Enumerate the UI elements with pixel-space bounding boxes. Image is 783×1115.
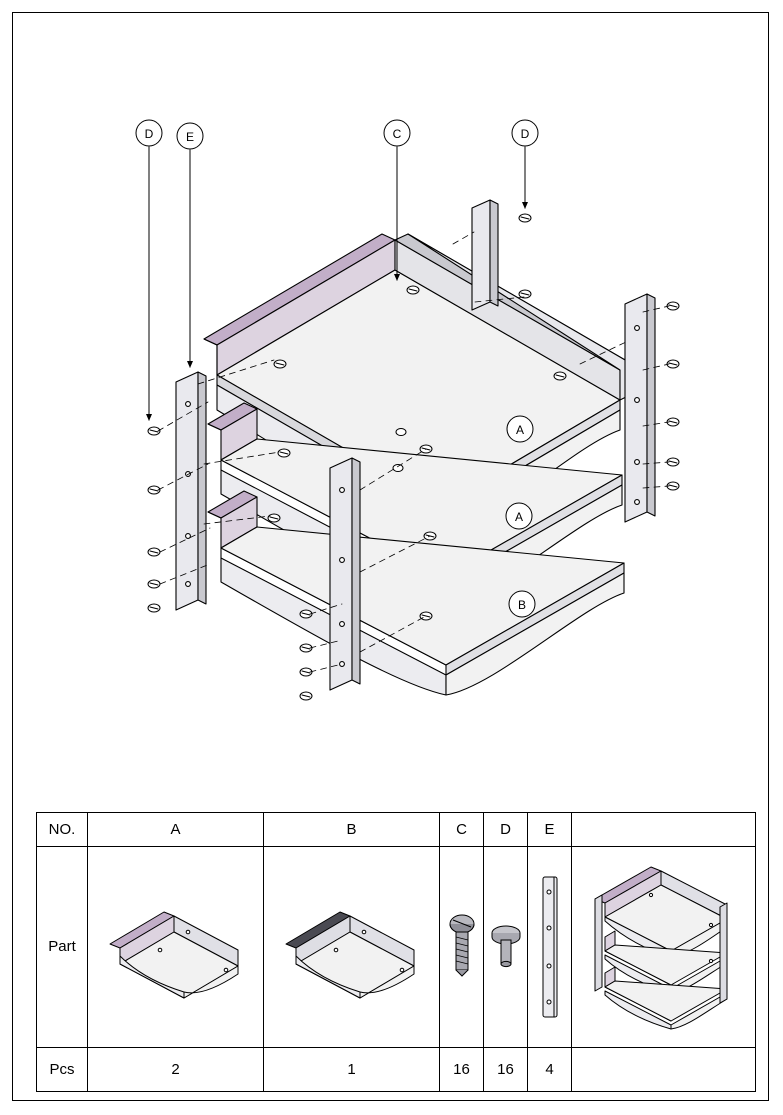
table-header-row xyxy=(37,813,756,847)
pcs-c: 16 xyxy=(440,1047,484,1091)
part-e-cell xyxy=(528,847,572,1048)
header-a: A xyxy=(88,813,264,847)
assembly-icon xyxy=(579,859,749,1034)
row-header-part: Part xyxy=(37,847,88,1048)
part-c-cell xyxy=(440,847,484,1048)
callout-e xyxy=(177,123,203,149)
callout-a-top xyxy=(507,416,533,442)
callout-label: A xyxy=(515,423,525,437)
exploded-diagram-svg xyxy=(12,12,769,782)
table-pcs-row xyxy=(37,1047,756,1091)
part-b-cell xyxy=(264,847,440,1048)
screw-icon xyxy=(445,908,479,986)
callout-label: C xyxy=(392,127,402,141)
header-d: D xyxy=(484,813,528,847)
header-c: C xyxy=(440,813,484,847)
side-rail-right-back xyxy=(472,200,498,310)
header-b: B xyxy=(264,813,440,847)
tray-b-icon xyxy=(272,892,432,1002)
pcs-e: 4 xyxy=(528,1047,572,1091)
callout-label: D xyxy=(144,127,154,141)
header-no: NO. xyxy=(37,813,88,847)
pcs-a: 2 xyxy=(88,1047,264,1091)
pcs-assembly xyxy=(572,1047,756,1091)
header-e: E xyxy=(528,813,572,847)
part-d-cell xyxy=(484,847,528,1048)
callout-label: E xyxy=(185,130,195,144)
row-header-pcs: Pcs xyxy=(37,1047,88,1091)
pcs-b: 1 xyxy=(264,1047,440,1091)
callout-b-bottom xyxy=(509,591,535,617)
callout-label: B xyxy=(517,598,527,612)
exploded-diagram xyxy=(12,12,769,782)
side-rail-icon xyxy=(536,872,564,1022)
parts-table xyxy=(36,812,756,1092)
side-rail-left-front xyxy=(176,372,206,610)
callout-label: A xyxy=(514,510,524,524)
callout-d-right xyxy=(512,120,538,146)
assembly-cell xyxy=(572,847,756,1048)
part-a-cell xyxy=(88,847,264,1048)
header-assembly xyxy=(572,813,756,847)
cap-nut-icon xyxy=(489,919,523,975)
table-part-row xyxy=(37,847,756,1048)
tray-a-icon xyxy=(96,892,256,1002)
side-rail-right-front xyxy=(625,294,655,522)
callout-label: D xyxy=(520,127,530,141)
callout-d-left xyxy=(136,120,162,146)
callout-c xyxy=(384,120,410,146)
pcs-d: 16 xyxy=(484,1047,528,1091)
callout-a-middle xyxy=(506,503,532,529)
side-rail-left-back xyxy=(330,458,360,690)
